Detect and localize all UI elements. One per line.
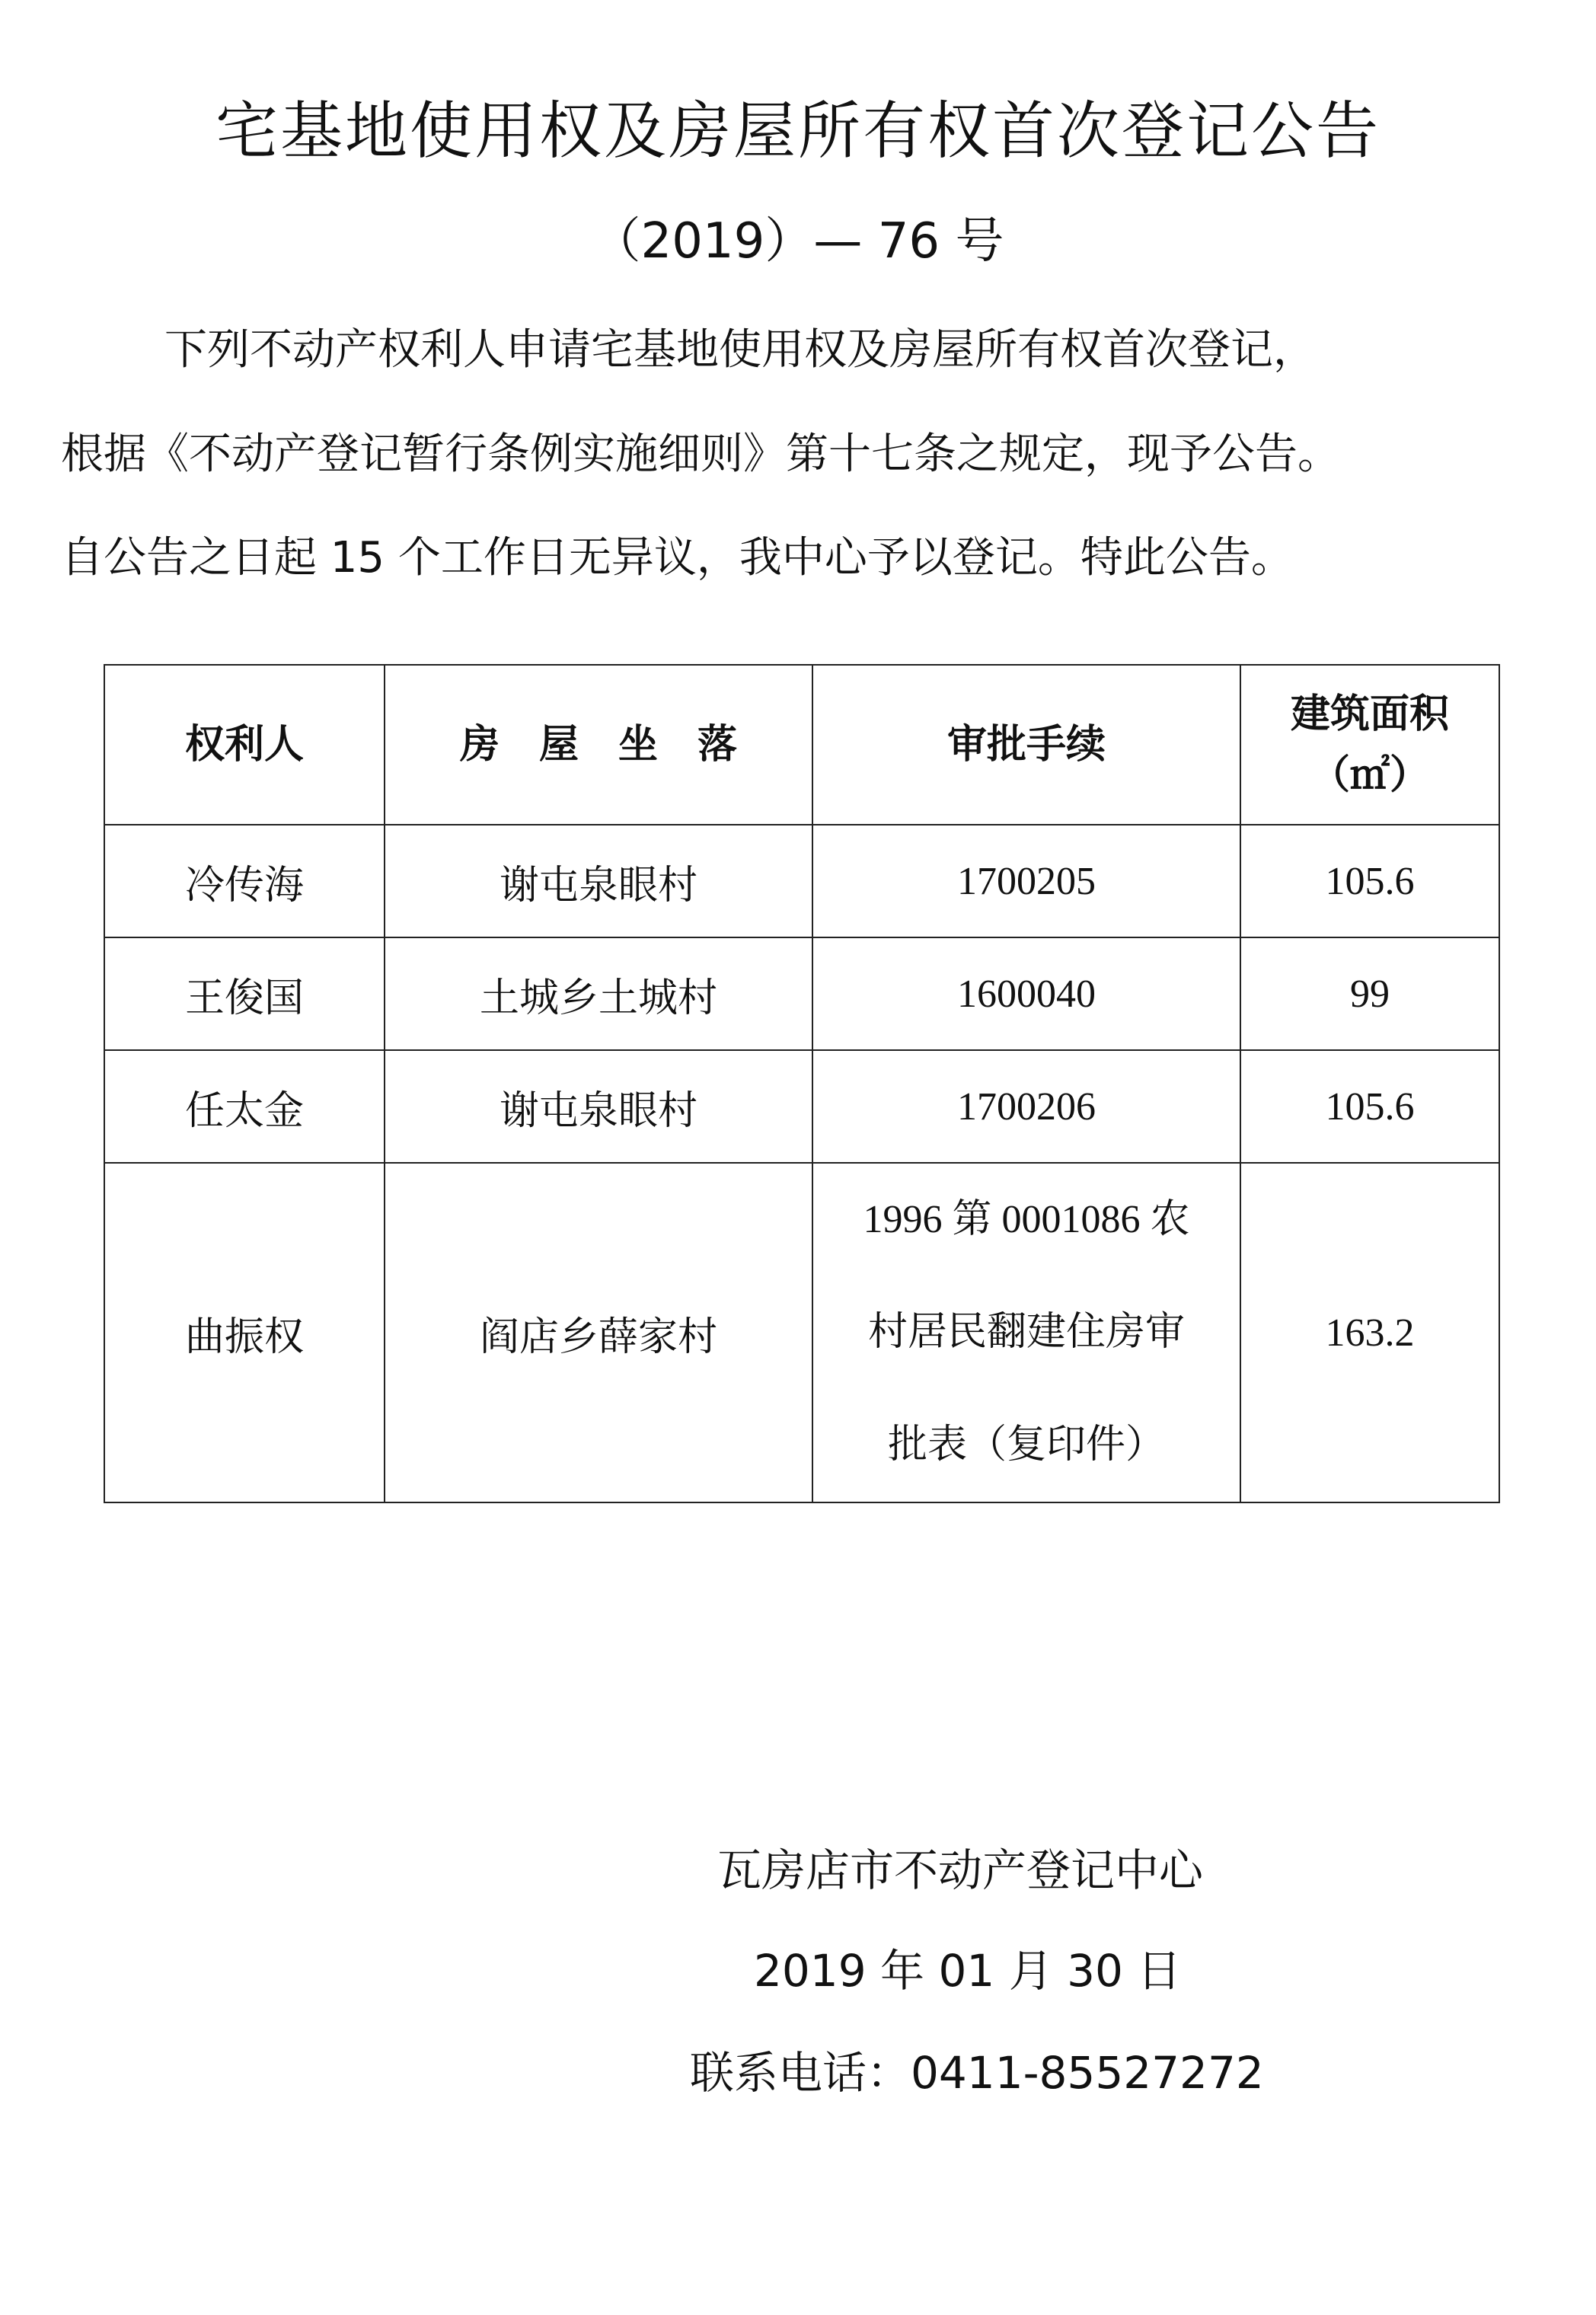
signature-organization: 瓦房店市不动产登记中心 bbox=[717, 1844, 1204, 1896]
notice-paragraph-line-1: 下列不动产权利人申请宅基地使用权及房屋所有权首次登记， bbox=[164, 325, 1316, 375]
table-row bbox=[104, 1163, 1499, 1502]
table-row bbox=[104, 1050, 1499, 1163]
signature-date: 2019 年 01 月 30 日 bbox=[754, 1945, 1182, 1997]
header-area-label: 建筑面积 bbox=[1290, 691, 1449, 737]
registration-table bbox=[104, 664, 1500, 1503]
cell-area: 99 bbox=[1240, 937, 1499, 1050]
header-location: 房 屋 坐 落 bbox=[385, 665, 812, 825]
cell-location: 土城乡土城村 bbox=[385, 937, 812, 1050]
cell-area: 163.2 bbox=[1240, 1163, 1499, 1502]
header-area-unit: （㎡） bbox=[1310, 752, 1429, 798]
table-row bbox=[104, 937, 1499, 1050]
cell-location: 谢屯泉眼村 bbox=[385, 1050, 812, 1163]
cell-location: 阎店乡薛家村 bbox=[385, 1163, 812, 1502]
cell-approval-line-2: 村居民翻建住房审 bbox=[867, 1311, 1185, 1354]
cell-approval: 1700206 bbox=[812, 1050, 1240, 1163]
contact-phone: 联系电话：0411-85527272 bbox=[690, 2047, 1264, 2099]
table-row bbox=[104, 825, 1499, 937]
cell-approval bbox=[812, 1163, 1240, 1502]
header-area bbox=[1240, 665, 1499, 825]
table-header-row bbox=[104, 665, 1499, 825]
cell-approval: 1600040 bbox=[812, 937, 1240, 1050]
cell-approval: 1700205 bbox=[812, 825, 1240, 937]
cell-holder: 王俊国 bbox=[104, 937, 385, 1050]
cell-area: 105.6 bbox=[1240, 1050, 1499, 1163]
cell-holder: 曲振权 bbox=[104, 1163, 385, 1502]
header-holder: 权利人 bbox=[104, 665, 385, 825]
cell-holder: 任太金 bbox=[104, 1050, 385, 1163]
cell-approval-line-1: 1996 第 0001086 农 bbox=[863, 1198, 1190, 1241]
notice-paragraph-line-3: 自公告之日起 15 个工作日无异议，我中心予以登记。特此公告。 bbox=[61, 533, 1294, 583]
notice-title: 宅基地使用权及房屋所有权首次登记公告 bbox=[215, 95, 1381, 168]
cell-approval-line-3: 批表（复印件） bbox=[887, 1423, 1165, 1467]
notice-paragraph-line-2: 根据《不动产登记暂行条例实施细则》第十七条之规定，现予公告。 bbox=[61, 429, 1340, 479]
notice-number: （2019）— 76 号 bbox=[592, 213, 1004, 270]
header-approval: 审批手续 bbox=[812, 665, 1240, 825]
cell-holder: 冷传海 bbox=[104, 825, 385, 937]
cell-area: 105.6 bbox=[1240, 825, 1499, 937]
cell-location: 谢屯泉眼村 bbox=[385, 825, 812, 937]
